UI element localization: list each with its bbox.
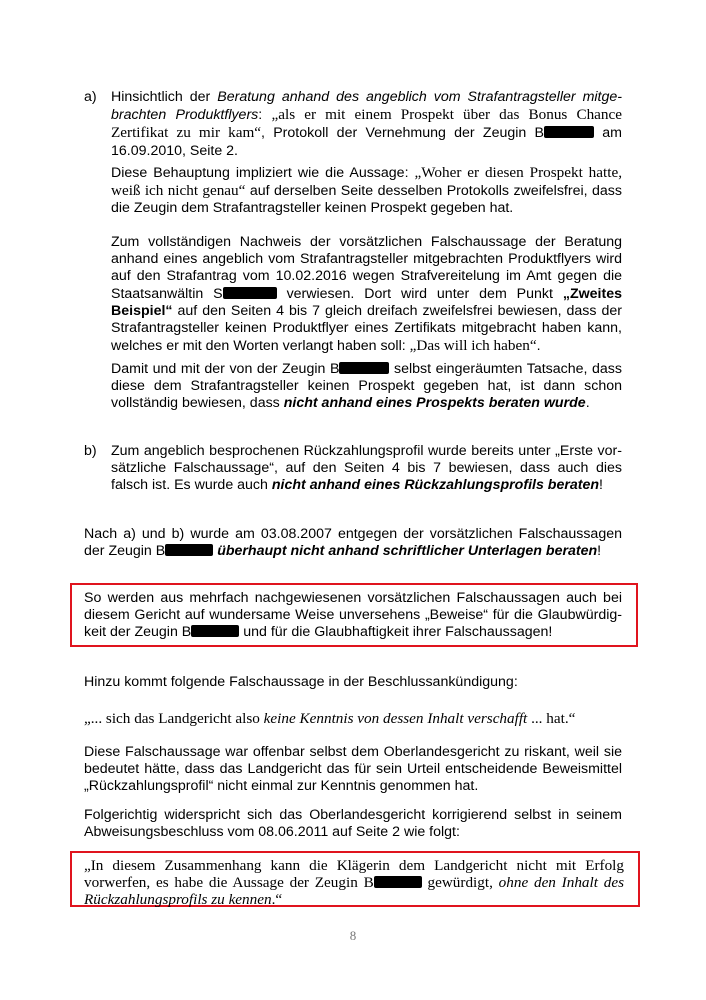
redaction-bar	[165, 544, 213, 556]
list-label-b: b)	[84, 443, 97, 459]
box-2-quote: „In diesem Zusammenhang kann die Klägerin dem Landgericht nicht mit Erfolg vorwerfen, es habe die Aussage der Zeugin B gewürdigt, ohne den Inhalt des Rückzahlungsprofils zu kennen.“	[84, 857, 624, 909]
redaction-bar	[544, 126, 594, 138]
paragraph-b: Zum angeblich besprochenen Rückzahlungsprofil wurde bereits unter „Erste vorsätzliche Falschaussage“, auf den Seiten 4 bis 7 bewiesen, dass auch dies falsch ist. Es wurde auch nicht anhand eines Rückzahlungsprofils beraten!	[111, 443, 622, 494]
hinzu-paragraph: Hinzu kommt folgende Falschaussage in der Beschlussankündigung:	[84, 674, 518, 690]
redaction-bar	[191, 625, 239, 637]
box-1-paragraph: So werden aus mehrfach nachgewiesenen vorsätzlichen Falschaussagen auch bei diesem Gericht auf wundersame Weise unversehens „Beweise“ für die Glaubwürdigkeit der Zeugin B und für die Glaubhaftigkeit ihrer Falschaussagen!	[84, 590, 622, 641]
summary-paragraph: Nach a) und b) wurde am 03.08.2007 entgegen der vorsätzlichen Falschaussagen der Zeugin B überhaupt nicht anhand schriftlicher Unterlagen beraten!	[84, 526, 622, 560]
risk-paragraph: Diese Falschaussage war offenbar selbst dem Oberlandesgericht zu riskant, weil sie bedeutet hätte, dass das Landgericht das für sein Urteil entscheidende Beweismittel „Rückzahlungsprofil“ nicht einmal zur Kenntnis genommen hat.	[84, 744, 622, 795]
paragraph-a-2: Diese Behauptung impliziert wie die Aussage: „Woher er diesen Prospekt hatte, weiß ich nicht genau“ auf derselben Seite desselben Protokolls zweifelsfrei, dass die Zeugin dem Strafantragsteller keinen Prospekt gegeben hat.	[111, 164, 622, 217]
list-label-a: a)	[84, 89, 97, 105]
page-number: 8	[349, 928, 357, 943]
paragraph-a-1: Hinsichtlich der Beratung anhand des angeblich vom Strafantragsteller mitgebrachten Produktflyers: „als er mit einem Prospekt über das Bonus Chance Zertifikat zu mir kam“, Protokoll der Vernehmung der Zeugin B am 16.09.2010, Seite 2.	[111, 89, 623, 159]
redaction-bar	[374, 876, 422, 888]
folgerichtig-paragraph: Folgerichtig widerspricht sich das Oberlandesgericht korrigierend selbst in seinem Abweisungsbeschluss vom 08.06.2011 auf Seite 2 wie folgt:	[84, 807, 622, 841]
paragraph-a-3: Zum vollständigen Nachweis der vorsätzlichen Falschaussage der Beratung anhand eines angeblich vom Strafantragsteller mitgebrachten Produktflyers wird auf den Strafantrag vom 10.02.2016 wegen Strafvereitelung im Amt gegen die Staatsanwältin S verwiesen. Dort wird unter dem Punkt „Zweites Beispiel“ auf den Seiten 4 bis 7 gleich dreifach zweifelsfrei bewiesen, dass der Strafantragsteller keinen Produktflyer eines Zertifikats mitgebracht haben kann, welches er mit den Worten verlangt haben soll: „Das will ich haben“.	[111, 234, 623, 355]
redaction-bar	[339, 362, 389, 374]
paragraph-a-4: Damit und mit der von der Zeugin B selbst eingeräumten Tatsache, dass diese dem Strafantragsteller keinen Prospekt gegeben hat, ist dann schon vollständig bewiesen, dass nicht anhand eines Prospekts beraten wurde.	[111, 361, 622, 412]
quote-1: „... sich das Landgericht also keine Kenntnis von dessen Inhalt verschafft ... hat.“	[84, 710, 576, 727]
redaction-bar	[223, 287, 277, 299]
